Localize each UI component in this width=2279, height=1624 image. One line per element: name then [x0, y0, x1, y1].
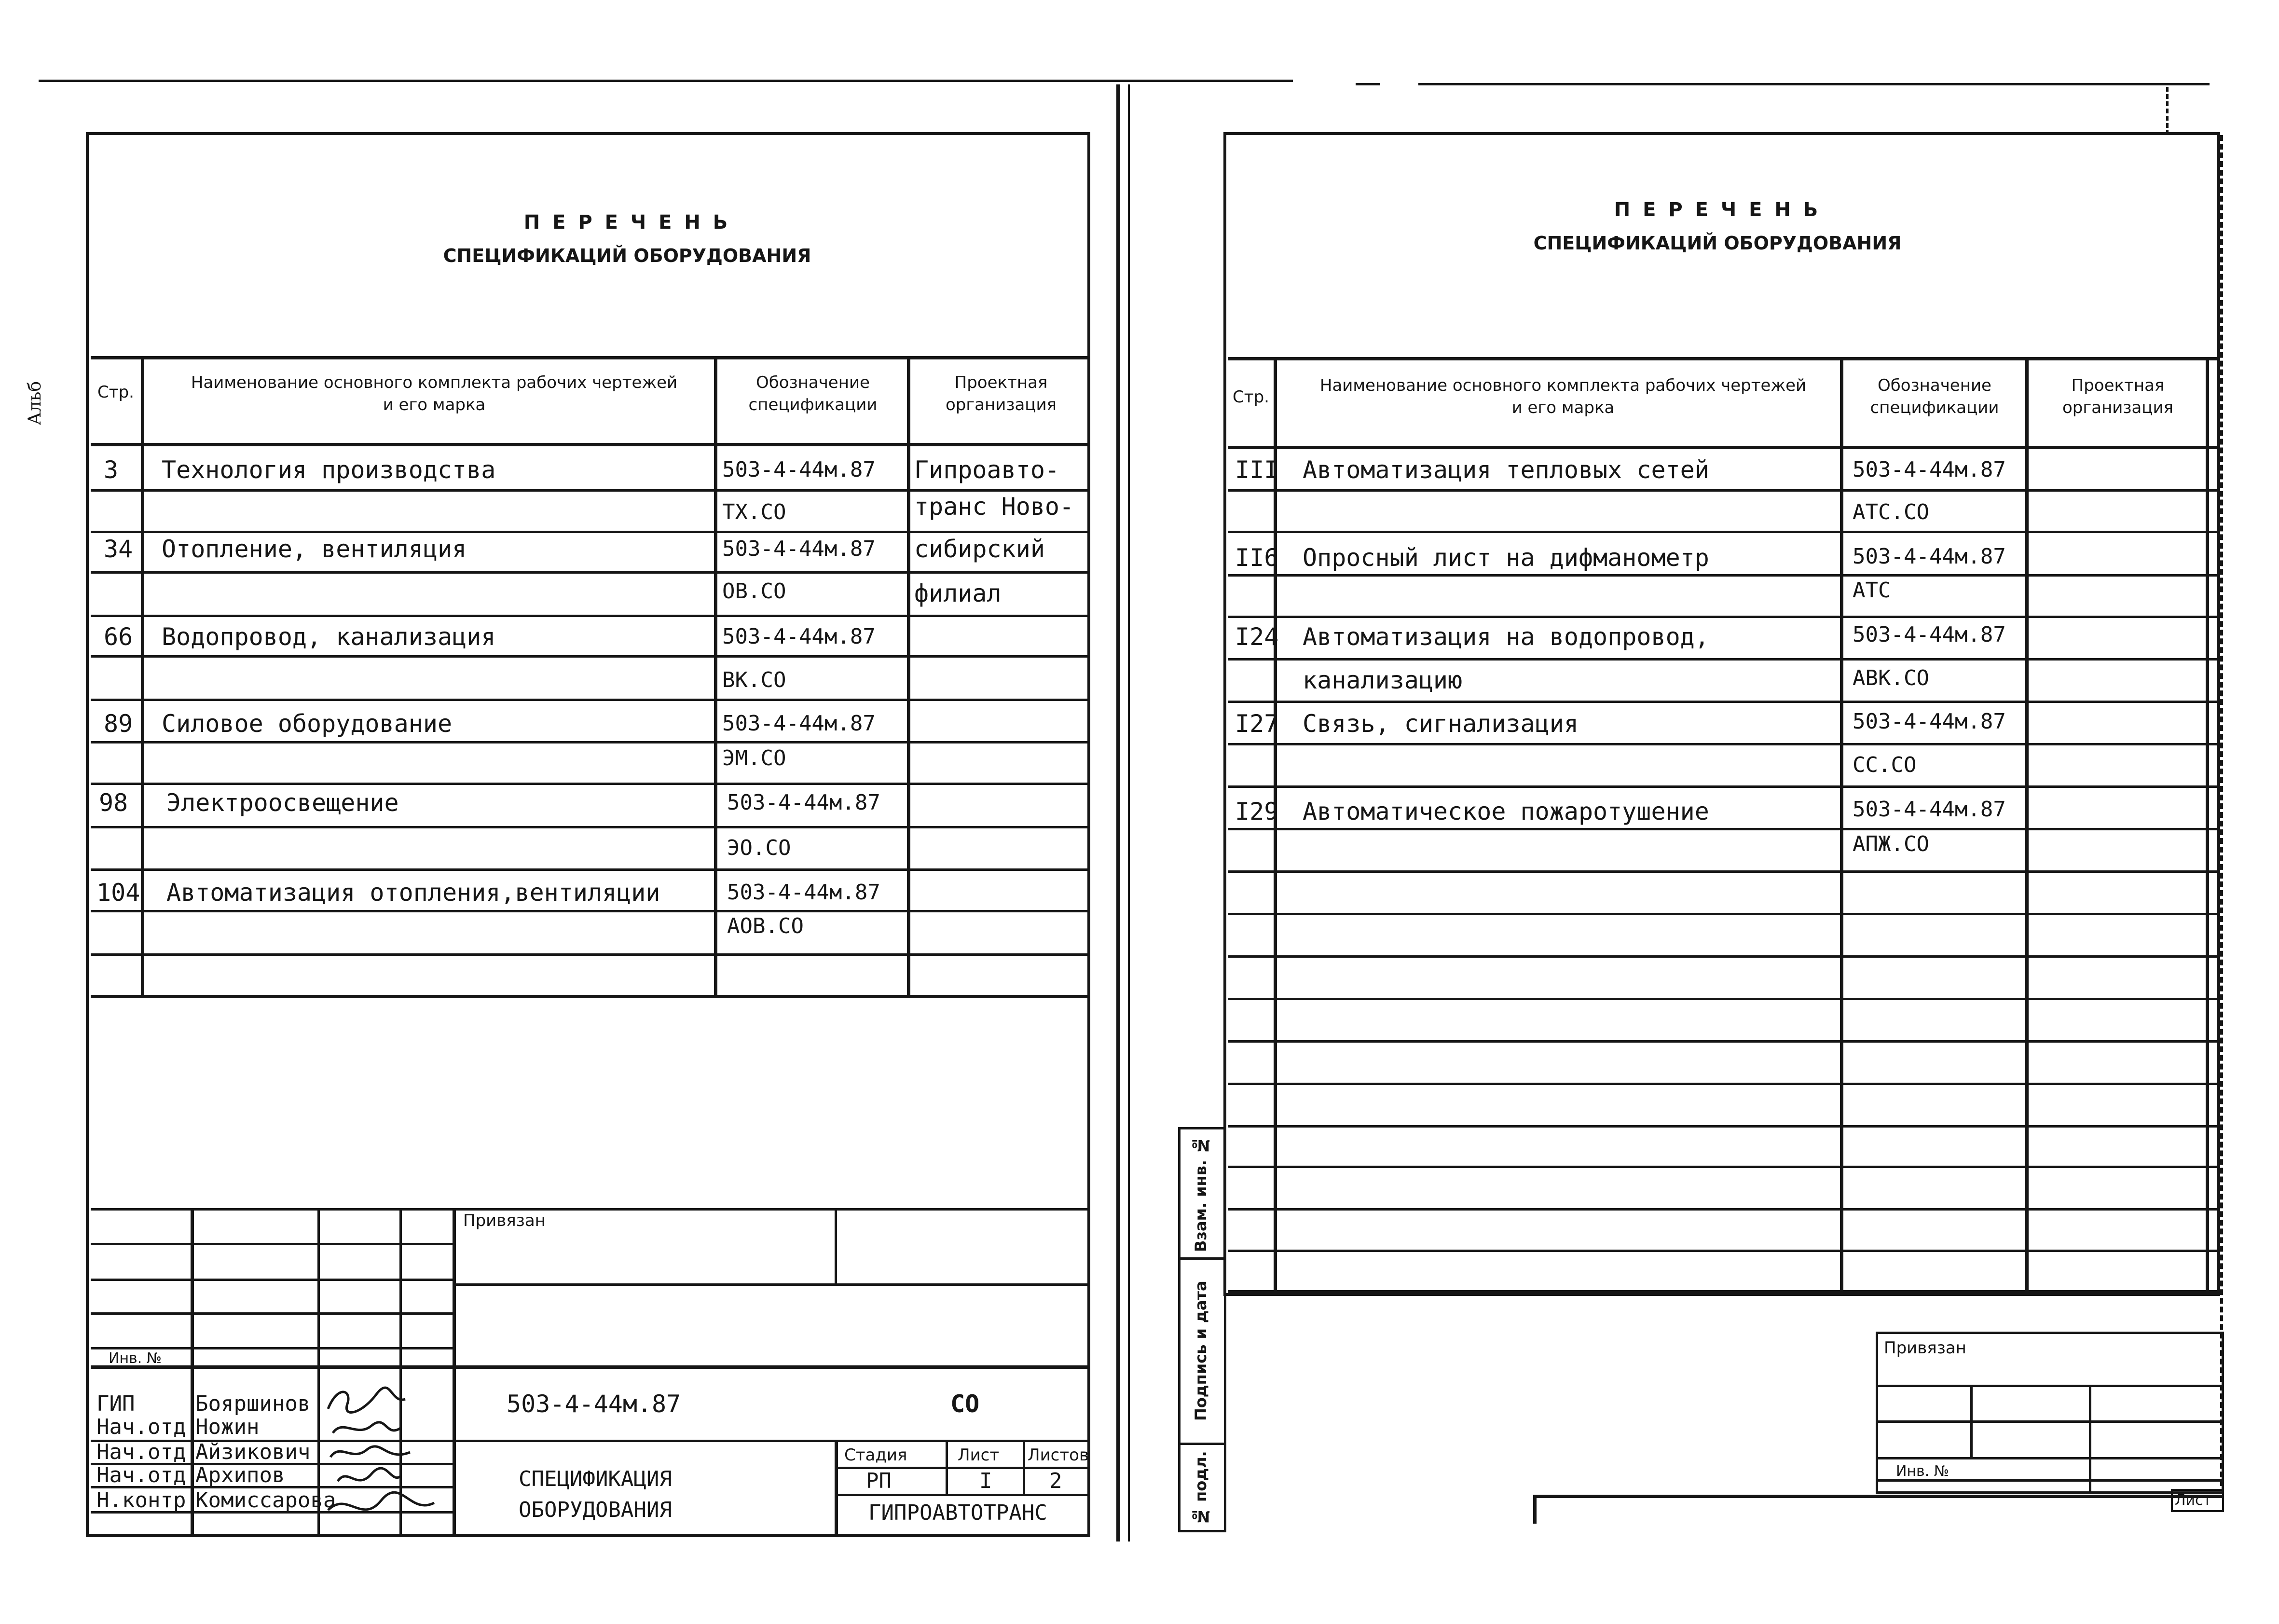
side-label-orig-no: № подл. — [1192, 1451, 1210, 1526]
fold-line — [1128, 84, 1130, 1541]
left-frame — [86, 132, 1090, 1537]
table-cell-page: 89 — [104, 710, 133, 738]
edge-mark — [2166, 87, 2169, 135]
person-name: Айзикович — [195, 1440, 311, 1464]
left-table-top — [91, 356, 1090, 359]
table-cell-page: I29 — [1235, 798, 1279, 826]
table-cell-page: I27 — [1235, 710, 1279, 738]
table-cell-name: Отопление, вентиляция — [162, 535, 467, 563]
table-cell-sub: АТС — [1853, 578, 1891, 603]
table-cell-code: 503-4-44м.87 — [722, 537, 876, 561]
doc-code: 503-4-44м.87 — [507, 1390, 681, 1418]
inv-no-label: Инв. № — [109, 1350, 162, 1367]
org-line: Гипроавто- — [914, 456, 1060, 484]
top-edge-line — [1418, 83, 2210, 85]
table-cell-page: 66 — [104, 623, 133, 651]
table-cell-code: 503-4-44м.87 — [1853, 457, 2006, 482]
table-cell-sub: АВК.СО — [1853, 666, 1929, 690]
table-cell-code: 503-4-44м.87 — [722, 624, 876, 649]
left-title: П Е Р Е Ч Е Н Ь — [523, 211, 731, 234]
table-cell-sub: ЭМ.СО — [722, 746, 786, 771]
table-cell-name: Связь, сигнализация — [1303, 710, 1579, 738]
right-bound-label: Привязан — [1884, 1338, 1966, 1358]
sheets-label: Листов — [1028, 1445, 1089, 1465]
table-cell-code: 503-4-44м.87 — [727, 880, 880, 905]
person-role: Нач.отд — [96, 1415, 186, 1439]
table-cell-sub: АПЖ.СО — [1853, 832, 1929, 856]
table-cell-sub: СС.СО — [1853, 753, 1917, 777]
side-label-sign-date: Подпись и дата — [1192, 1280, 1210, 1421]
doc-title-line1: СПЕЦИФИКАЦИЯ — [519, 1467, 672, 1491]
table-cell-page: 104 — [96, 879, 140, 907]
margin-text: Альб — [25, 381, 45, 426]
table-cell-code: 503-4-44м.87 — [722, 711, 876, 736]
person-name: Ножин — [195, 1415, 260, 1439]
right-sheet-label: Лист — [2175, 1492, 2212, 1509]
person-role: Н.контр — [96, 1488, 186, 1513]
table-cell-code: 503-4-44м.87 — [1853, 544, 2006, 569]
left-col-name-header: Наименование основного комплекта рабочих чертежей и его марка — [191, 373, 678, 414]
person-role: Нач.отд — [96, 1440, 186, 1464]
table-cell-sub: АОВ.СО — [727, 914, 804, 938]
stage-label: Стадия — [844, 1445, 907, 1465]
right-col-org-header: Проектная организация — [2062, 376, 2173, 417]
table-cell-sub: ТХ.СО — [722, 500, 786, 524]
table-cell-code: 503-4-44м.87 — [727, 790, 880, 815]
left-subtitle: СПЕЦИФИКАЦИЙ ОБОРУДОВАНИЯ — [443, 245, 811, 266]
sheets-value: 2 — [1049, 1469, 1062, 1493]
signatures-image — [318, 1380, 439, 1534]
table-cell-name: Опросный лист на дифманометр — [1303, 544, 1709, 572]
table-cell-sub: ВК.СО — [722, 668, 786, 692]
table-cell-page: III — [1235, 456, 1279, 484]
person-role: Нач.отд — [96, 1463, 186, 1487]
org-stamp: ГИПРОАВТОТРАНС — [868, 1500, 1047, 1525]
right-subtitle: СПЕЦИФИКАЦИЙ ОБОРУДОВАНИЯ — [1533, 233, 1902, 254]
table-cell-name: Автоматическое пожаротушение — [1303, 798, 1709, 826]
table-cell-code: 503-4-44м.87 — [722, 457, 876, 482]
sheet-value: I — [979, 1469, 992, 1493]
person-name: Бояршинов — [195, 1391, 311, 1416]
right-col-code-header: Обозначение спецификации — [1870, 376, 1999, 417]
table-cell-sub: ОВ.СО — [722, 579, 786, 604]
table-cell-sub: АТС.СО — [1853, 500, 1929, 524]
table-cell-name-cont: канализацию — [1303, 666, 1463, 694]
top-edge-line — [39, 80, 1293, 82]
right-title: П Е Р Е Ч Е Н Ь — [1614, 199, 1821, 221]
table-cell-name: Автоматизация на водопровод, — [1303, 623, 1709, 651]
person-name: Архипов — [195, 1463, 285, 1487]
org-line: филиал — [914, 579, 1002, 607]
bound-label: Привязан — [463, 1211, 546, 1230]
right-col-page-header: Стр. — [1233, 387, 1269, 407]
table-cell-name: Силовое оборудование — [162, 710, 453, 738]
table-cell-name: Автоматизация отопления,вентиляции — [166, 879, 660, 907]
table-cell-code: 503-4-44м.87 — [1853, 797, 2006, 822]
table-cell-page: 98 — [99, 789, 128, 817]
top-edge-line — [1356, 83, 1380, 85]
table-cell-page: 3 — [104, 456, 119, 484]
right-col-name-header: Наименование основного комплекта рабочих чертежей и его марка — [1319, 376, 1807, 417]
table-cell-sub: ЭО.СО — [727, 836, 791, 860]
table-cell-name: Технология производства — [162, 456, 496, 484]
stage-value: РП — [866, 1469, 892, 1493]
org-line: транс Ново- — [914, 493, 1074, 521]
side-label-replace-inv: Взам. инв. № — [1192, 1136, 1210, 1252]
right-edge-mark — [2220, 135, 2223, 1486]
person-role: ГИП — [96, 1391, 135, 1416]
org-line: сибирский — [914, 535, 1045, 563]
doc-mark: СО — [950, 1390, 980, 1418]
table-cell-code: 503-4-44м.87 — [1853, 709, 2006, 734]
left-col-code-header: Обозначение спецификации — [748, 373, 878, 414]
table-cell-page: II6 — [1235, 544, 1279, 572]
left-table-header-bottom — [91, 443, 1090, 446]
right-inv-no-label: Инв. № — [1896, 1463, 1950, 1480]
left-col-org-header: Проектная организация — [945, 373, 1057, 414]
doc-title-line2: ОБОРУДОВАНИЯ — [519, 1498, 672, 1522]
sheet-label: Лист — [958, 1445, 1000, 1465]
left-col-page-header: Стр. — [97, 383, 134, 402]
table-cell-code: 503-4-44м.87 — [1853, 622, 2006, 647]
fold-line — [1116, 84, 1120, 1541]
table-cell-name: Электроосвещение — [166, 789, 399, 817]
table-cell-name: Водопровод, канализация — [162, 623, 496, 651]
table-cell-page: I24 — [1235, 623, 1279, 651]
table-cell-page: 34 — [104, 535, 133, 563]
person-name: Комиссарова — [195, 1488, 336, 1513]
table-cell-name: Автоматизация тепловых сетей — [1303, 456, 1709, 484]
